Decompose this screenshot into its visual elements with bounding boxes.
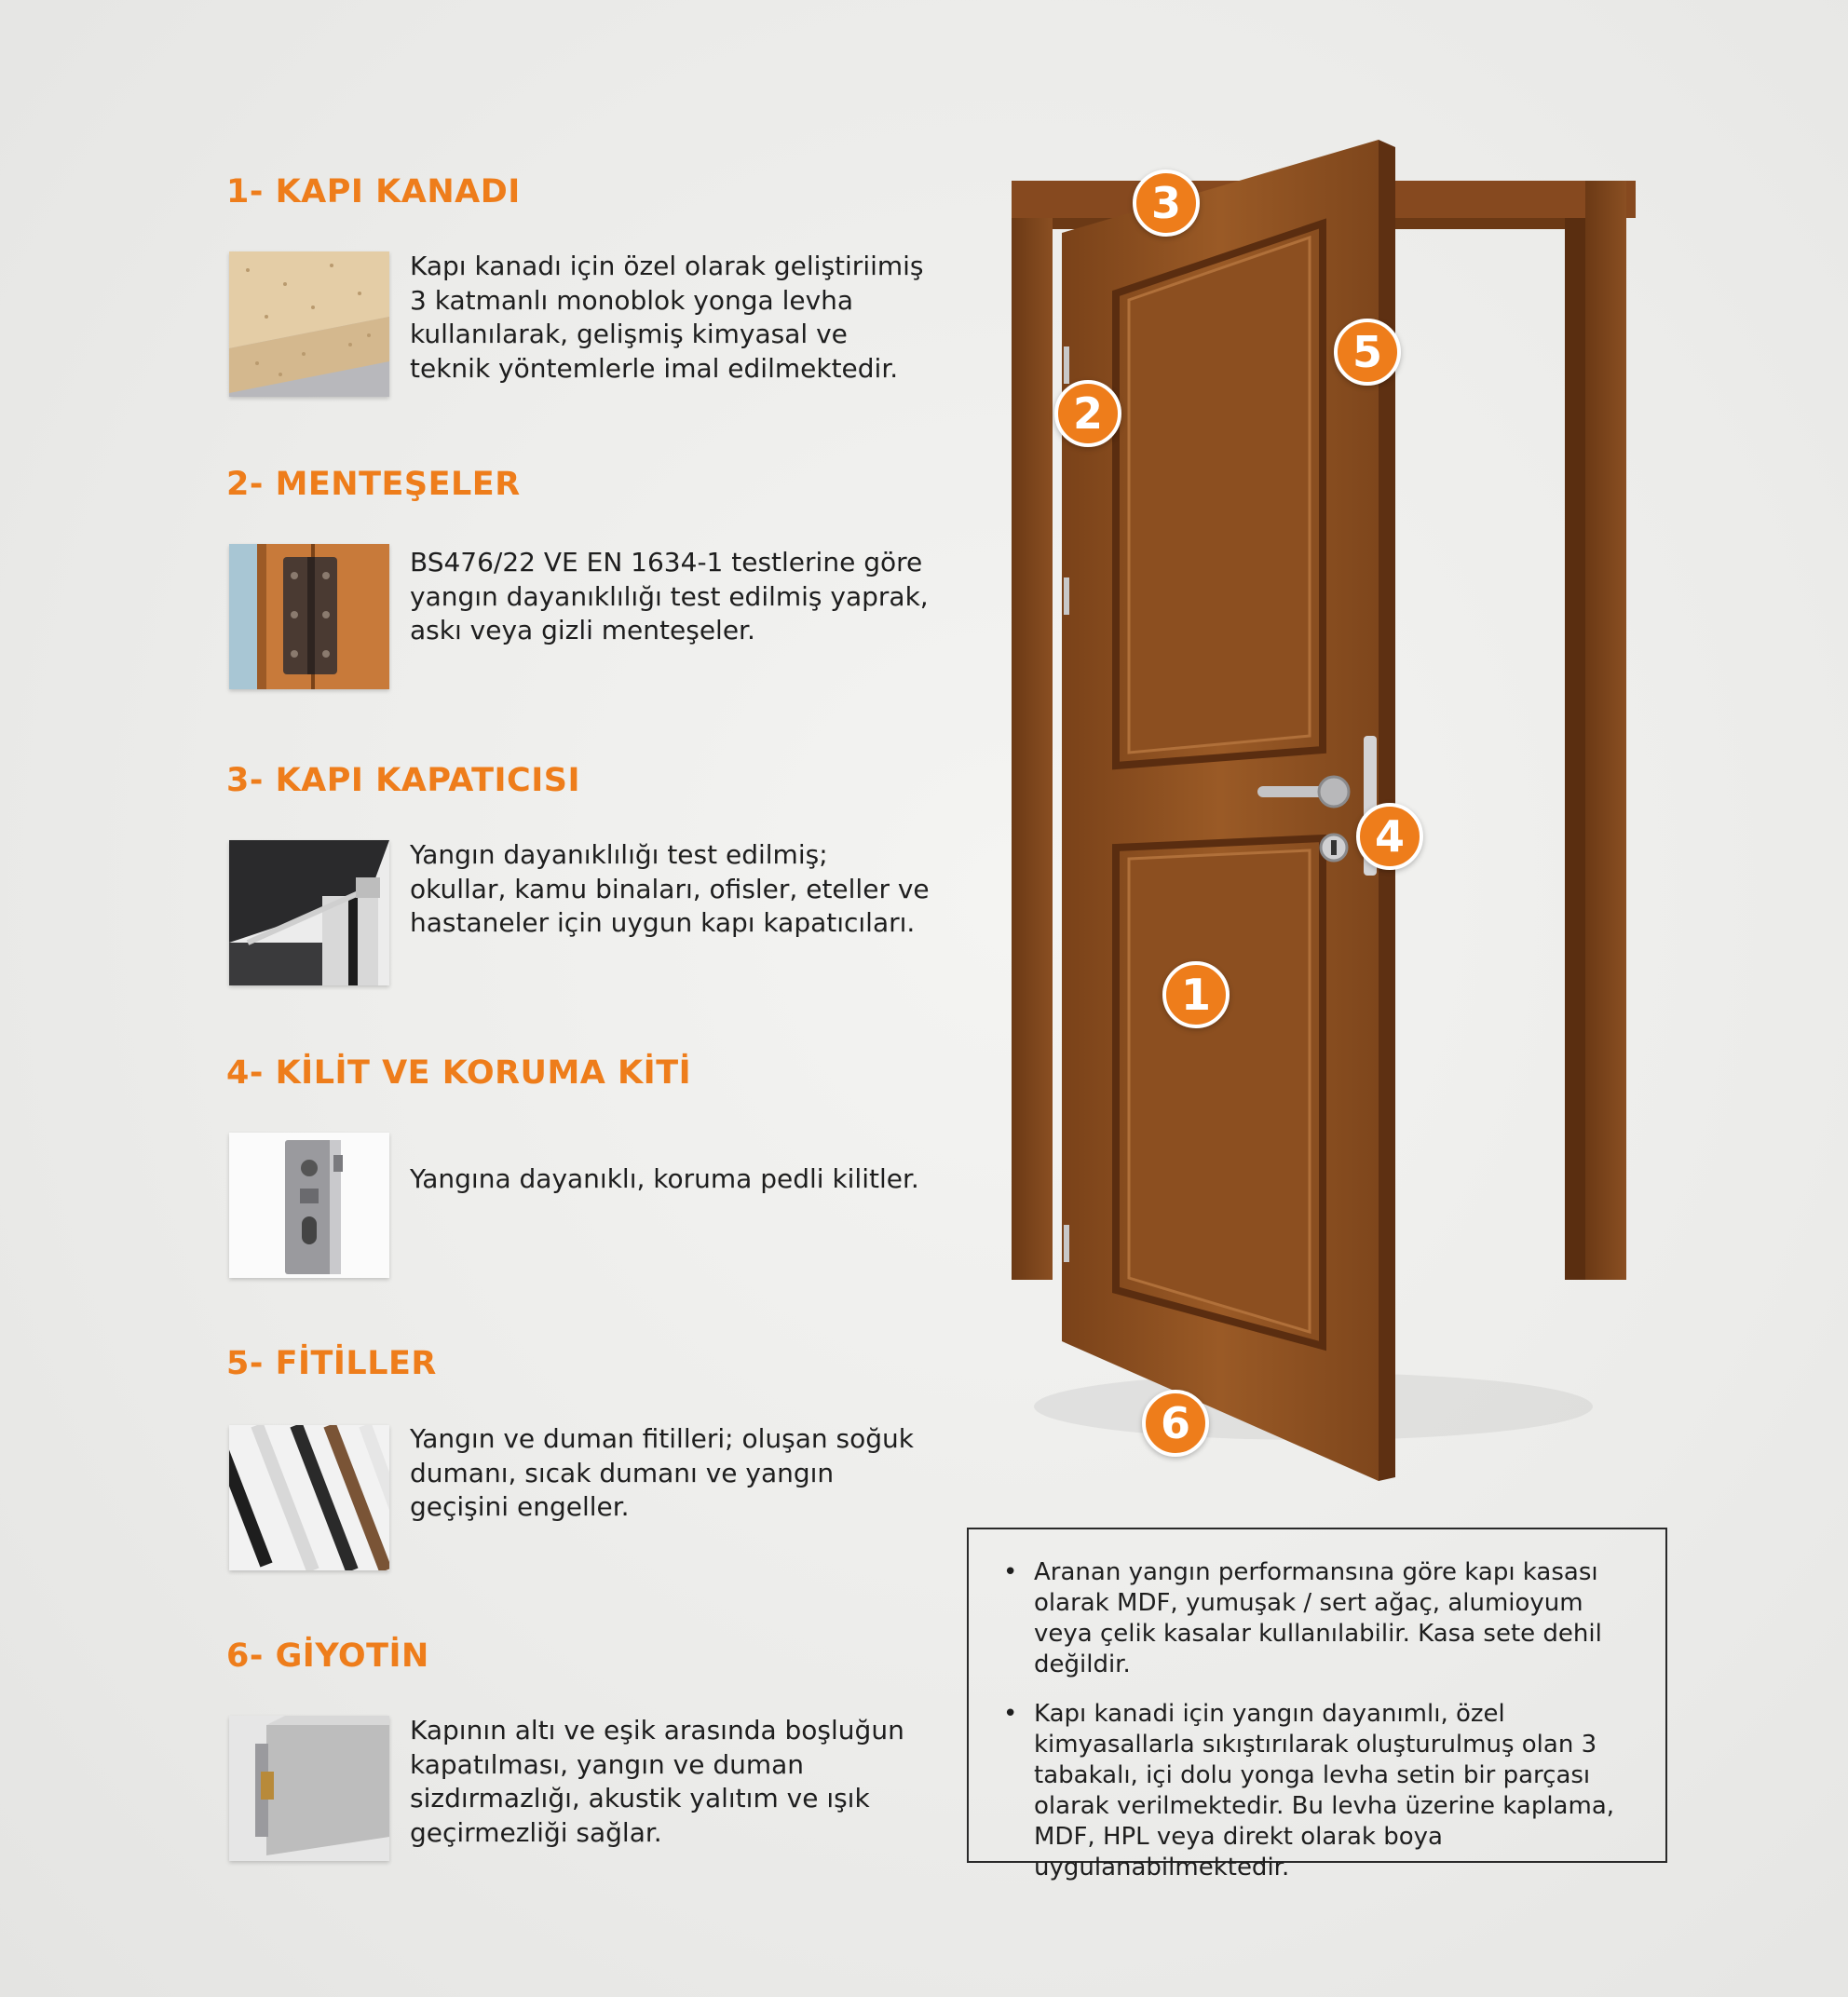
- seal-strips-image: [229, 1425, 389, 1570]
- note-text: Aranan yangın performansına göre kapı kasası olarak MDF, yumuşak / sert ağaç, alumioyum veya çelik kasalar kullanılabilir. Kasa sete dehil değildir.: [1034, 1558, 1602, 1678]
- door-illustration: [1006, 130, 1639, 1490]
- section-title: 4- KİLİT VE KORUMA KİTİ: [226, 1054, 692, 1092]
- note-text: Kapı kanadi için yangın dayanımlı, özel kimyasallarla sıkıştırılarak oluşturulmuş olan 3 tabakalı, içi dolu yonga levha setin bir parçası olarak verilmektedir. Bu levha üzerine kaplama, MDF, HPL veya direkt olarak boya uygulanabilmektedir.: [1034, 1700, 1615, 1882]
- bullet: •: [1003, 1700, 1018, 1728]
- door-closer-image: [229, 840, 389, 985]
- section-description: BS476/22 VE EN 1634-1 testlerine göre yangın dayanıklılığı test edilmiş yaprak, askı veya gizli menteşeler.: [410, 547, 929, 645]
- marker-1: 1: [1162, 961, 1230, 1028]
- marker-4: 4: [1356, 803, 1423, 870]
- section-title: 5- FİTİLLER: [226, 1345, 437, 1382]
- notes-box: [967, 1528, 1667, 1882]
- section-description: Yangına dayanıklı, koruma pedli kilitler.: [410, 1163, 919, 1194]
- section-description: Yangın dayanıklılığı test edilmiş; okullar, kamu binaları, ofisler, eteller ve hastaneler için uygun kapı kapatıcıları.: [410, 839, 930, 938]
- section-description: Yangın ve duman fitilleri; oluşan soğuk dumanı, sıcak dumanı ve yangın geçişini engeller.: [410, 1423, 914, 1522]
- hinge-image: [229, 544, 389, 689]
- guillotine-seal-image: [229, 1716, 389, 1861]
- section-title: 2- MENTEŞELER: [226, 466, 521, 503]
- lock-image: [229, 1133, 389, 1278]
- marker-5: 5: [1334, 319, 1401, 386]
- section-description: Kapının altı ve eşik arasında boşluğun kapatılması, yangın ve duman sizdırmazlığı, akustik yalıtım ve ışık geçirmezliği sağlar.: [410, 1715, 904, 1848]
- section-description: Kapı kanadı için özel olarak geliştiriimiş 3 katmanlı monoblok yonga levha kullanılarak, gelişmiş kimyasal ve teknik yöntemlerle imal edilmektedir.: [410, 251, 924, 384]
- marker-3: 3: [1133, 170, 1200, 237]
- note-item: [1003, 1557, 1637, 1680]
- marker-6: 6: [1142, 1390, 1209, 1457]
- bullet: •: [1003, 1558, 1018, 1586]
- note-item: [1003, 1699, 1637, 1883]
- section-title: 1- KAPI KANADI: [226, 173, 521, 211]
- section-title: 6- GİYOTİN: [226, 1637, 429, 1675]
- notes-list: [1003, 1557, 1637, 1883]
- particle-board-image: [229, 251, 389, 397]
- marker-2: 2: [1054, 380, 1121, 447]
- section-title: 3- KAPI KAPATICISI: [226, 762, 580, 799]
